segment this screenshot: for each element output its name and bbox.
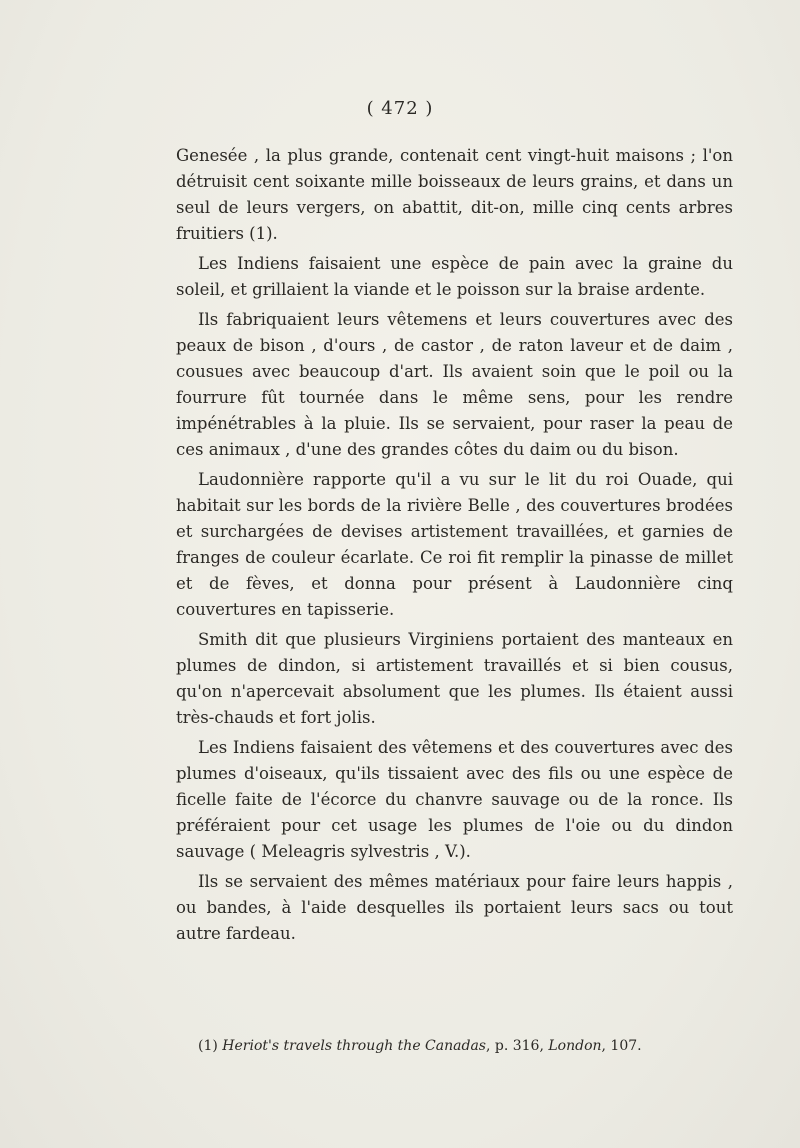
- paragraph-3: Ils fabriquaient leurs vêtemens et leurs couvertures avec des peaux de bison , d'ours , de castor , de raton laveur et de daim , cousues avec beaucoup d'art. Ils avaient soin que le poil ou la fourrure fût tournée dans le même sens, pour les rendre impénétrables à la pluie. Ils se servaient, pour raser la peau de ces animaux , d'une des grandes côtes du daim ou du bison.: [176, 310, 733, 459]
- paragraph-7: Ils se servaient des mêmes matériaux pour faire leurs happis , ou bandes, à l'aide desquelles ils portaient leurs sacs ou tout autre fardeau.: [176, 872, 733, 943]
- footnote-page: , p. 316,: [485, 1038, 544, 1054]
- page-number: ( 472 ): [366, 98, 434, 119]
- body-text: [176, 143, 733, 951]
- paragraph-2: Les Indiens faisaient une espèce de pain avec la graine du soleil, et grillaient la viande et le poisson sur la braise ardente.: [176, 254, 733, 299]
- paragraph-5: Smith dit que plusieurs Virginiens portaient des manteaux en plumes de dindon, si artistement travaillés et si bien cousus, qu'on n'apercevait absolument que les plumes. Ils étaient aussi très-chauds et fort jolis.: [176, 630, 733, 727]
- footnote-place: London: [548, 1038, 602, 1054]
- footnote-marker: (1): [198, 1038, 218, 1054]
- paragraph-1: Genesée , la plus grande, contenait cent vingt-huit maisons ; l'on détruisit cent soixante mille boisseaux de leurs grains, et dans un seul de leurs vergers, on abattit, dit-on, mille cinq cents arbres fruitiers (1).: [176, 146, 733, 243]
- footnote-title: Heriot's travels through the Canadas: [222, 1038, 486, 1054]
- paragraph-4: Laudonnière rapporte qu'il a vu sur le lit du roi Ouade, qui habitait sur les bords de la rivière Belle , des couvertures brodées et surchargées de devises artistement travaillées, et garnies de franges de couleur écarlate. Ce roi fit remplir la pinasse de millet et de fèves, et donna pour présent à Laudonnière cinq couvertures en tapisserie.: [176, 470, 733, 619]
- paragraph-6: Les Indiens faisaient des vêtemens et des couvertures avec des plumes d'oiseaux, qu'ils tissaient avec des fils ou une espèce de ficelle faite de l'écorce du chanvre sauvage ou de la ronce. Ils préféraient pour cet usage les plumes de l'oie ou du dindon sauvage ( Meleagris sylvestris , V.).: [176, 738, 733, 861]
- footnote-year: , 107.: [601, 1038, 642, 1054]
- footnote: [198, 1037, 758, 1055]
